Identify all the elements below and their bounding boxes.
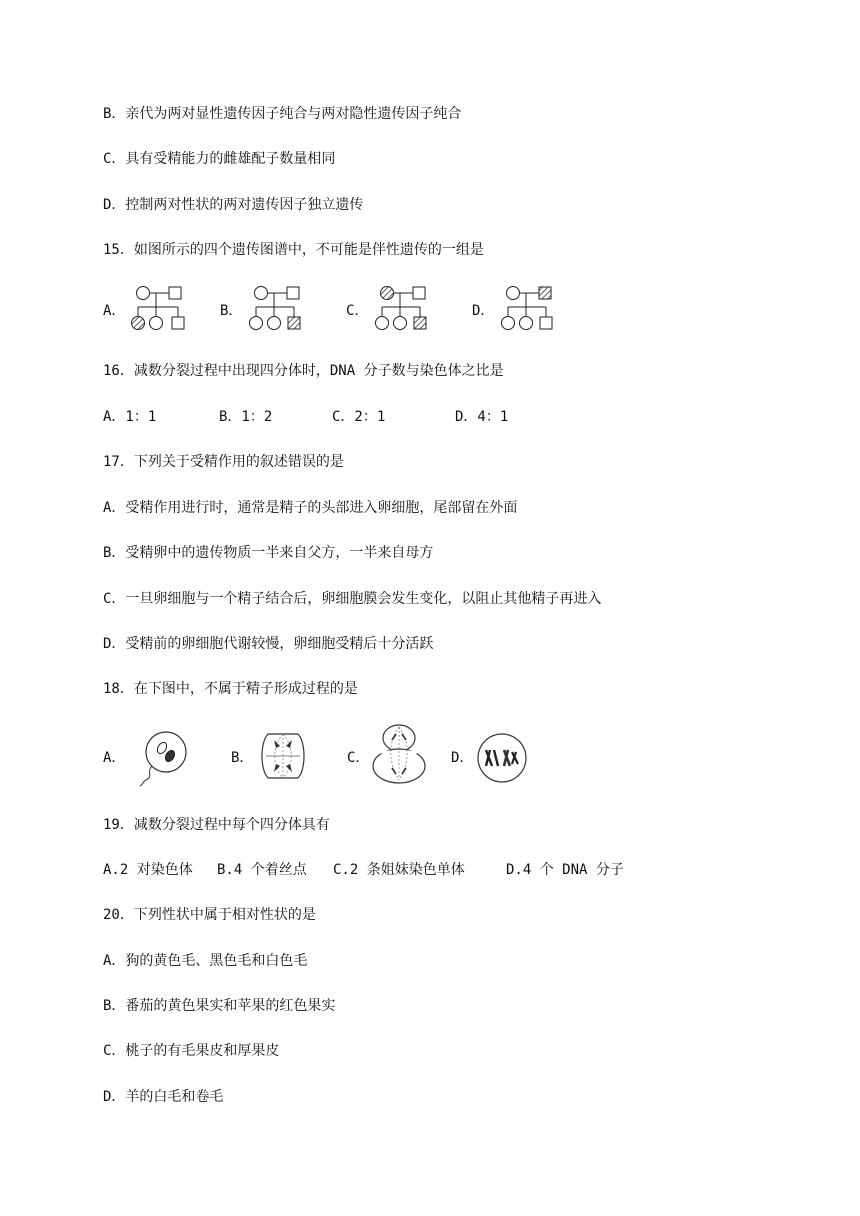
q17-option-b: B．受精卵中的遗传物质一半来自父方，一半来自母方 bbox=[103, 545, 434, 561]
q14-option-d: D．控制两对性状的两对遗传因子独立遗传 bbox=[103, 197, 364, 213]
q17-option-a: A．受精作用进行时，通常是精子的头部进入卵细胞，尾部留在外面 bbox=[103, 500, 518, 516]
q20-option-d: D．羊的白毛和卷毛 bbox=[103, 1089, 224, 1105]
q15-label-b: B． bbox=[220, 303, 243, 319]
q14-option-b: B．亲代为两对显性遗传因子纯合与两对隐性遗传因子纯合 bbox=[103, 106, 462, 122]
q19-option-b: B.4 个着丝点 bbox=[217, 862, 307, 878]
q20-option-b: B．番茄的黄色果实和苹果的红色果实 bbox=[103, 998, 336, 1014]
pedigree-d bbox=[496, 282, 560, 334]
q15-stem: 15．如图所示的四个遗传图谱中，不可能是伴性遗传的一组是 bbox=[103, 242, 484, 258]
q19-stem: 19．减数分裂过程中每个四分体具有 bbox=[103, 817, 330, 833]
q19-option-c: C.2 条姐妹染色单体 bbox=[333, 862, 465, 878]
pedigree-b bbox=[244, 282, 308, 334]
q15-label-a: A． bbox=[103, 303, 126, 319]
q19-option-a: A.2 对染色体 bbox=[103, 862, 193, 878]
q16-option-d: D．4：1 bbox=[455, 409, 509, 425]
pedigree-a bbox=[128, 282, 188, 334]
q18-stem: 18．在下图中，不属于精子形成过程的是 bbox=[103, 681, 358, 697]
cell-a-sperm-forming bbox=[134, 728, 190, 788]
q17-stem: 17．下列关于受精作用的叙述错误的是 bbox=[103, 454, 344, 470]
q20-option-a: A．狗的黄色毛、黑色毛和白色毛 bbox=[103, 953, 308, 969]
q19-option-d: D.4 个 DNA 分子 bbox=[506, 862, 624, 878]
cell-c-anaphase-unequal bbox=[370, 722, 428, 786]
q16-option-b: B．1：2 bbox=[219, 409, 273, 425]
q20-stem: 20．下列性状中属于相对性状的是 bbox=[103, 907, 316, 923]
q18-label-a: A． bbox=[103, 750, 126, 766]
q15-label-c: C． bbox=[346, 303, 369, 319]
q18-label-b: B． bbox=[231, 750, 254, 766]
q16-option-c: C．2：1 bbox=[332, 409, 386, 425]
q17-option-c: C．一旦卵细胞与一个精子结合后，卵细胞膜会发生变化，以阻止其他精子再进入 bbox=[103, 591, 602, 607]
q19-options bbox=[103, 861, 623, 879]
q20-option-c: C．桃子的有毛果皮和厚果皮 bbox=[103, 1043, 280, 1059]
q17-option-d: D．受精前的卵细胞代谢较慢，卵细胞受精后十分活跃 bbox=[103, 636, 434, 652]
q18-label-d: D． bbox=[451, 750, 474, 766]
q16-option-a: A．1：1 bbox=[103, 409, 157, 425]
q16-options bbox=[103, 408, 603, 426]
q18-label-c: C． bbox=[347, 750, 370, 766]
q15-label-d: D． bbox=[472, 303, 495, 319]
q14-option-c: C．具有受精能力的雌雄配子数量相同 bbox=[103, 151, 336, 167]
pedigree-c bbox=[370, 282, 434, 334]
cell-b-anaphase-equal bbox=[258, 728, 308, 784]
q16-stem: 16．减数分裂过程中出现四分体时，DNA 分子数与染色体之比是 bbox=[103, 363, 504, 379]
cell-d-tetrad bbox=[476, 730, 532, 786]
